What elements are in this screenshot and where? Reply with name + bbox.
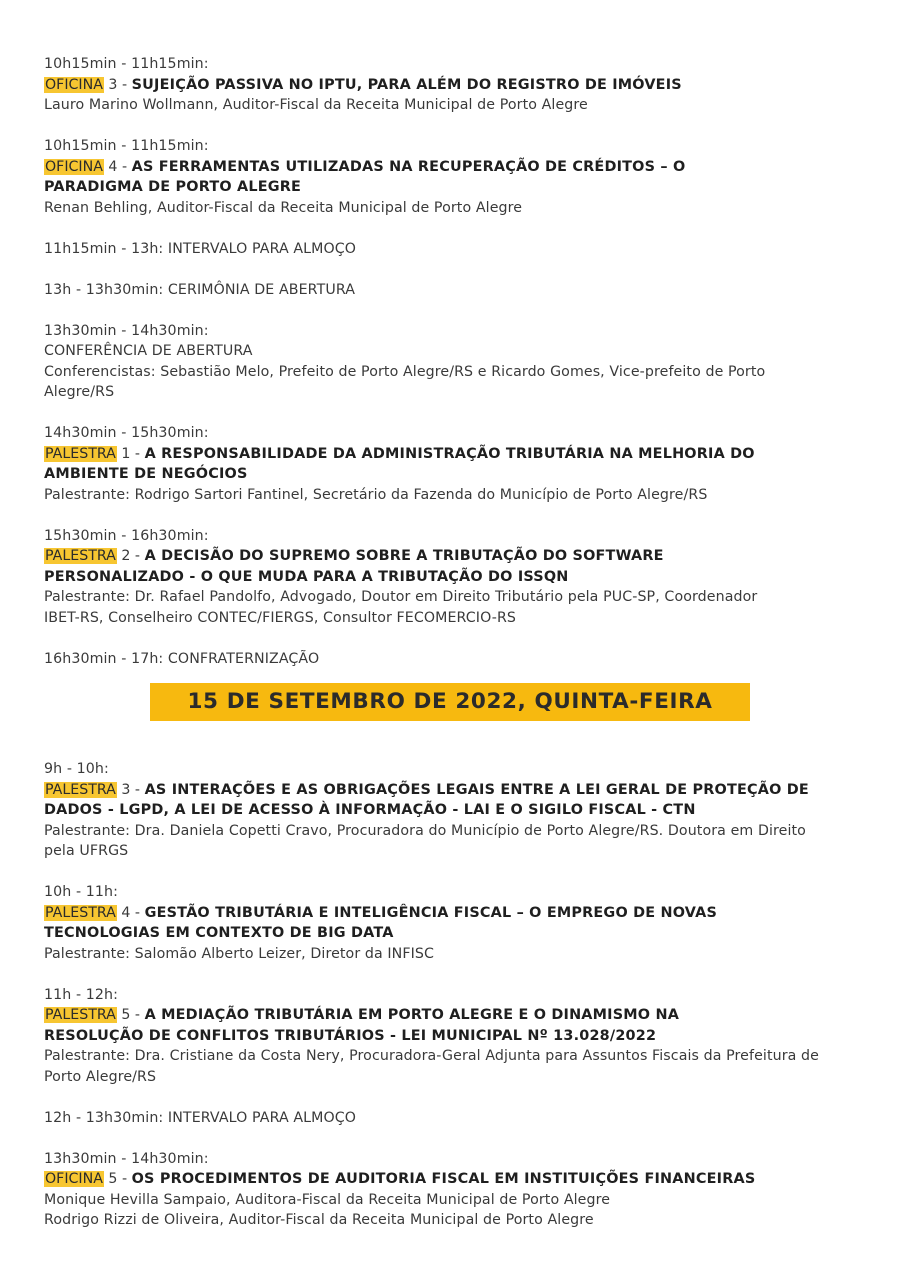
session-number: 2 - [116, 548, 145, 564]
session-time: 15h30min - 16h30min: [44, 527, 209, 544]
session-type-tag: PALESTRA [45, 904, 116, 921]
session-title: A DECISÃO DO SUPREMO SOBRE A TRIBUTAÇÃO DO SOFTWARE PERSONALIZADO - O QUE MUDA PARA A TRIBUTAÇÃO DO ISSQN [44, 548, 664, 585]
session-type-tag: OFICINA [45, 1171, 103, 1187]
session-time: 11h - 12h: [44, 986, 119, 1003]
session-speaker: Palestrante: Dr. Rafael Pandolfo, Advogado, Doutor em Direito Tributário pela PUC-SP, Coordenador IBET-RS, Conselheiro CONTEC/FIERGS, Consultor FECOMERCIO-RS [44, 589, 758, 626]
session-time: 13h30min - 14h30min: [44, 322, 209, 339]
session-number: 1 - [116, 445, 145, 462]
session-number: 5 - [116, 1007, 145, 1023]
session-number: 4 - [103, 158, 132, 175]
session-speaker: Palestrante: Dra. Cristiane da Costa Nery, Procuradora-Geral Adjunta para Assuntos Fiscais da Prefeitura de Porto Alegre/RS [44, 1048, 819, 1085]
session-title: SUJEIÇÃO PASSIVA NO IPTU, PARA ALÉM DO REGISTRO DE IMÓVEIS [131, 76, 682, 93]
session-number: 4 - [116, 904, 145, 921]
session-time: 9h - 10h: [44, 761, 109, 777]
session-type-tag: OFICINA [45, 76, 103, 93]
session-block [44, 423, 844, 505]
session-type-tag: PALESTRA [45, 548, 116, 564]
session-speaker: Lauro Marino Wollmann, Auditor-Fiscal da Receita Municipal de Porto Alegre [44, 97, 588, 113]
session-title: A MEDIAÇÃO TRIBUTÁRIA EM PORTO ALEGRE E O DINAMISMO NA RESOLUÇÃO DE CONFLITOS TRIBUTÁRIOS - LEI MUNICIPAL Nº 13.028/2022 [44, 1007, 680, 1044]
session-block [44, 526, 844, 629]
session-time: 10h15min - 11h15min: [44, 138, 209, 154]
session-block [44, 759, 844, 862]
session-type-tag: PALESTRA [45, 445, 116, 462]
session-block [44, 1149, 844, 1231]
session-block [44, 882, 844, 964]
session-title: GESTÃO TRIBUTÁRIA E INTELIGÊNCIA FISCAL – O EMPREGO DE NOVAS TECNOLOGIAS EM CONTEXTO DE BIG DATA [44, 904, 718, 941]
session-title: OS PROCEDIMENTOS DE AUDITORIA FISCAL EM INSTITUIÇÕES FINANCEIRAS [131, 1171, 756, 1187]
session-title: CONFERÊNCIA DE ABERTURA [44, 343, 253, 359]
session-time: 10h - 11h: [44, 884, 119, 900]
session-speaker: Palestrante: Rodrigo Sartori Fantinel, Secretário da Fazenda do Município de Porto Alegre/RS [44, 486, 708, 503]
session-speaker: Palestrante: Dra. Daniela Copetti Cravo, Procuradora do Município de Porto Alegre/RS. Doutora em Direito pela UFRGS [44, 822, 806, 859]
session-block [44, 54, 844, 116]
session-time: 14h30min - 15h30min: [44, 425, 209, 441]
session-speaker: Monique Hevilla Sampaio, Auditora-Fiscal da Receita Municipal de Porto Alegre [44, 1191, 611, 1208]
break-line: 12h - 13h30min: INTERVALO PARA ALMOÇO [44, 1109, 357, 1126]
session-block [44, 136, 844, 218]
session-block [44, 280, 844, 301]
session-block [44, 321, 844, 403]
session-speaker: Rodrigo Rizzi de Oliveira, Auditor-Fiscal da Receita Municipal de Porto Alegre [44, 1212, 594, 1228]
session-speaker: Renan Behling, Auditor-Fiscal da Receita Municipal de Porto Alegre [44, 199, 523, 216]
session-block [44, 649, 844, 670]
session-block [44, 985, 844, 1088]
day-banner [44, 683, 844, 721]
session-number: 3 - [116, 781, 145, 798]
session-speaker: Conferencistas: Sebastião Melo, Prefeito de Porto Alegre/RS e Ricardo Gomes, Vice-prefeito de Porto Alegre/RS [44, 363, 766, 400]
session-block [44, 239, 844, 260]
session-time: 10h15min - 11h15min: [44, 56, 209, 72]
ceremony-line: 13h - 13h30min: CERIMÔNIA DE ABERTURA [44, 281, 356, 298]
session-number: 5 - [103, 1171, 132, 1187]
day-banner-title: 15 DE SETEMBRO DE 2022, QUINTA-FEIRA [150, 683, 750, 721]
break-line: 11h15min - 13h: INTERVALO PARA ALMOÇO [44, 240, 357, 257]
schedule-page [44, 54, 844, 1251]
session-type-tag: OFICINA [45, 158, 103, 175]
session-block [44, 1108, 844, 1129]
session-time: 13h30min - 14h30min: [44, 1150, 209, 1167]
session-title: AS INTERAÇÕES E AS OBRIGAÇÕES LEGAIS ENTRE A LEI GERAL DE PROTEÇÃO DE DADOS - LGPD, A LEI DE ACESSO À INFORMAÇÃO - LAI E O SIGILO FISCAL - CTN [44, 781, 809, 818]
closing-line: 16h30min - 17h: CONFRATERNIZAÇÃO [44, 650, 320, 667]
session-number: 3 - [103, 76, 132, 93]
session-type-tag: PALESTRA [45, 1007, 116, 1023]
session-title: AS FERRAMENTAS UTILIZADAS NA RECUPERAÇÃO DE CRÉDITOS – O PARADIGMA DE PORTO ALEGRE [44, 158, 686, 195]
session-type-tag: PALESTRA [45, 781, 116, 798]
session-speaker: Palestrante: Salomão Alberto Leizer, Diretor da INFISC [44, 945, 435, 962]
session-title: A RESPONSABILIDADE DA ADMINISTRAÇÃO TRIBUTÁRIA NA MELHORIA DO AMBIENTE DE NEGÓCIOS [44, 445, 755, 482]
